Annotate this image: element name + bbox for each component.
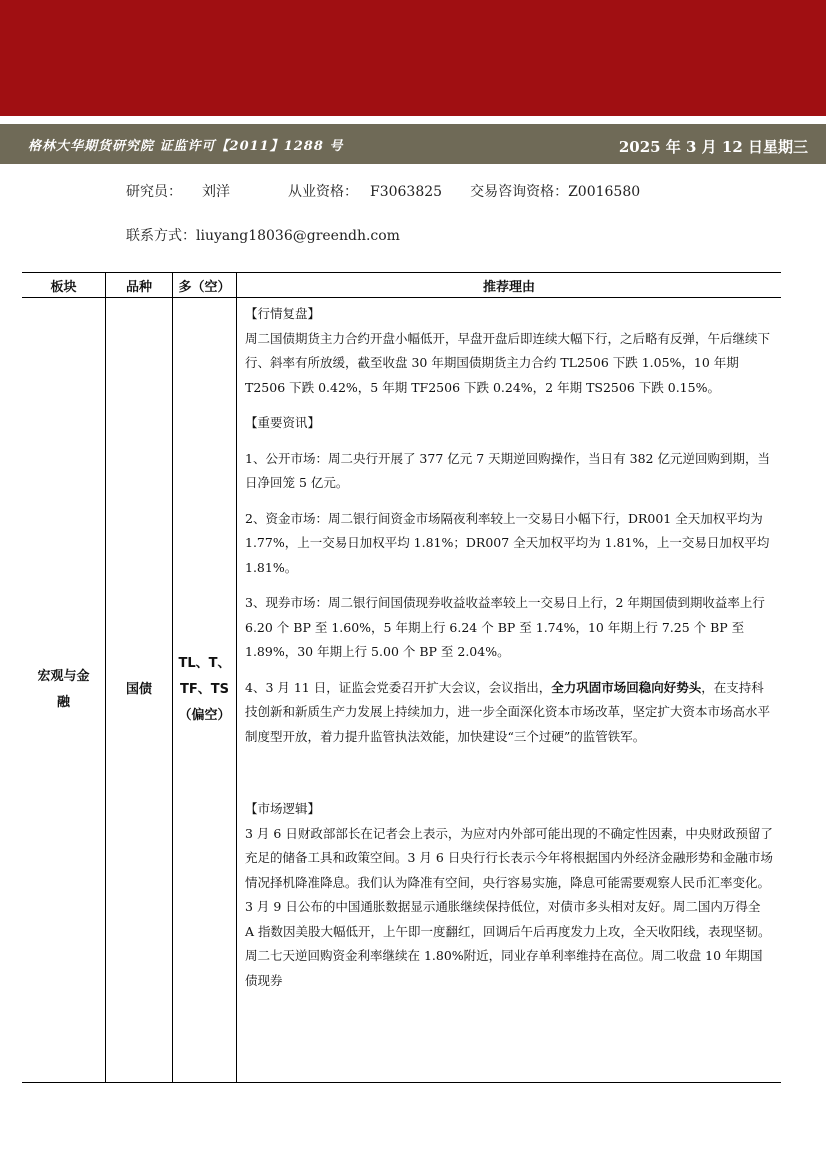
analyst-name: 刘洋 [202,184,230,200]
news-title: 【重要资讯】 [245,415,321,430]
consult-label: 交易咨询资格： [470,184,569,200]
header-sector: 板块 [22,273,106,298]
review-text: 周二国债期货主力合约开盘小幅低开，早盘开盘后即连续大幅下行，之后略有反弹，午后继续下行、斜率有所放缓，截至收盘 30 年期国债期货主力合约 TL2506 下跌 1.05%，10 年期 T2506 下跌 0.42%，5 年期 TF2506 下跌 0.24%，2 年期 TS2506 下跌 0.15%。 [245,330,771,395]
news4-pre: 4、3 月 11 日，证监会党委召开扩大会议，会议指出， [245,679,552,695]
news-item-1: 1、公开市场：周二央行开展了 377 亿元 7 天期逆回购操作，当日有 382 亿元逆回购到期，当日净回笼 5 亿元。 [245,450,770,490]
logic-text: 3 月 6 日财政部部长在记者会上表示，为应对内外部可能出现的不确定性因素，中央财政预留了充足的储备工具和政策空间。3 月 6 日央行行长表示今年将根据国内外经济金融形势和金融市场情况择机降准降息。我们认为降准有空间，央行容易实施，降息可能需要观察人民币汇率变化。3 月 9 日公布的中国通胀数据显示通胀继续保持低位，对债市多头相对友好。周二国内万得全 A 指数因美股大幅低开，上午即一度翻红，回调后午后再度发力上攻，全天收阳线，表现坚韧。周二七天逆回购资金利率继续在 1.80%附近，同业存单利率维持在高位。周二收盘 10 年期国债现券 [245,825,773,988]
table-row [22,298,781,1083]
reason-cell [237,298,782,1083]
direction-line2: TF、TS [180,682,229,697]
direction-line1: TL、T、 [178,656,231,671]
header-reason: 推荐理由 [237,273,782,298]
header-banner [0,0,826,116]
news-item-3: 3、现券市场：周二银行间国债现券收益收益率较上一交易日上行，2 年期国债到期收益率上行 6.20 个 BP 至 1.60%，5 年期上行 6.24 个 BP 至 1.74%，10 年期上行 7.25 个 BP 至 1.89%，30 年期上行 5.00 个 BP 至 2.04%。 [245,595,765,659]
qual-id: F3063825 [370,184,443,200]
analyst-row [126,181,640,201]
consult-id: Z0016580 [568,184,641,200]
analyst-label: 研究员： [126,184,182,200]
qual-label: 从业资格： [288,184,358,200]
contact-email[interactable]: liuyang18036@greendh.com [196,228,400,244]
contact-row [126,225,400,245]
news-item-4 [245,676,773,750]
report-date: 2025 年 3 月 12 日星期三 [618,138,808,156]
table-header-row [22,273,781,298]
direction-line3: （偏空） [178,708,231,723]
variety-cell: 国债 [106,298,173,1083]
header-subbar [0,124,826,164]
review-title: 【行情复盘】 [245,306,321,321]
news-item-2: 2、资金市场：周二银行间资金市场隔夜利率较上一交易日小幅下行，DR001 全天加权平均为 1.77%，上一交易日加权平均 1.81%；DR007 全天加权平均为 1.81%，上一交易日加权平均 1.81%。 [245,510,770,575]
news4-post: ，在支持科技创新和新质生产力发展上持续加力，进一步全面深化资本市场改革，坚定扩大资本市场高水平制度型开放，着力提升监管执法效能，加快建设“三个过硬”的监管铁军。 [245,679,771,744]
news4-highlight: 全力巩固市场回稳向好势头 [551,679,702,695]
header-variety: 品种 [106,273,173,298]
recommendation-table [22,272,781,1083]
sector-text: 宏观与金融 [37,669,90,710]
sector-cell [22,298,106,1083]
logic-title: 【市场逻辑】 [245,801,321,816]
direction-cell [173,298,237,1083]
contact-label: 联系方式： [126,228,196,244]
org-license: 格林大华期货研究院 证监许可【2011】1288 号 [28,139,344,154]
header-direction: 多（空） [173,273,237,298]
